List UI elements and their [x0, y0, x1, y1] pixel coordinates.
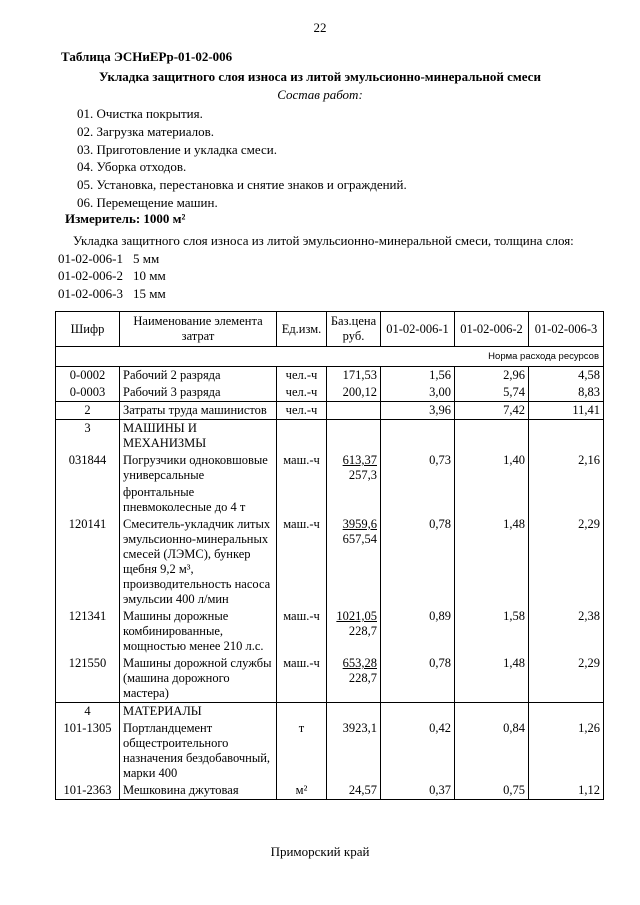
cell-unit: м²: [277, 782, 327, 800]
cell-v3: 2,29: [529, 655, 604, 703]
price-sub-value: 228,7: [348, 671, 377, 685]
price-sub-value: 257,3: [348, 468, 377, 482]
cell-unit: чел.-ч: [277, 384, 327, 402]
cell-name: фронтальные пневмоколесные до 4 т: [120, 484, 277, 516]
table-row: [56, 402, 604, 420]
footer-region: Приморский край: [270, 844, 370, 859]
cell-v3: 2,29: [529, 516, 604, 608]
price-value: 3959,6: [342, 517, 377, 531]
cell-code: 0-0003: [56, 384, 120, 402]
cell-unit: маш.-ч: [277, 608, 327, 655]
work-item: 01. Очистка покрытия.: [77, 106, 203, 121]
cell-v1: 0,37: [381, 782, 455, 800]
cell-v1: 0,42: [381, 720, 455, 782]
header-unit: Ед.изм.: [277, 312, 327, 347]
cell-unit: чел.-ч: [277, 367, 327, 385]
cell-code: 121341: [56, 608, 120, 655]
table-row: [56, 384, 604, 402]
cell-unit: т: [277, 720, 327, 782]
cell-price: 3923,1: [327, 720, 381, 782]
cell-price: [327, 516, 381, 608]
work-item: 02. Загрузка материалов.: [77, 124, 214, 139]
cell-v3: 8,83: [529, 384, 604, 402]
cell-code: [56, 484, 120, 516]
cell-v2: 0,75: [455, 782, 529, 800]
work-item: 06. Перемещение машин.: [77, 195, 218, 210]
variant-code: 01-02-006-1: [58, 251, 123, 266]
section-title: МАШИНЫ И МЕХАНИЗМЫ: [120, 420, 277, 453]
price-value: 613,37: [342, 453, 377, 467]
cell-code: 031844: [56, 452, 120, 484]
section-row: [56, 703, 604, 721]
cell-unit: чел.-ч: [277, 402, 327, 420]
unit-label: Измеритель: 1000 м²: [65, 211, 186, 226]
cell-v2: 1,40: [455, 452, 529, 484]
cell-name: Машины дорожной службы (машина дорожного мастера): [120, 655, 277, 703]
table-row: [56, 655, 604, 703]
cell-v2: 2,96: [455, 367, 529, 385]
cell-code: 120141: [56, 516, 120, 608]
work-heading: Состав работ:: [277, 87, 363, 102]
cell-v3: 2,38: [529, 608, 604, 655]
cell-v2: 1,48: [455, 516, 529, 608]
header-col2: 01-02-006-2: [455, 312, 529, 347]
work-item: 03. Приготовление и укладка смеси.: [77, 142, 277, 157]
variant-code: 01-02-006-3: [58, 286, 123, 301]
cell-v2: 1,48: [455, 655, 529, 703]
variant-code: 01-02-006-2: [58, 268, 123, 283]
page-number: 22: [313, 20, 327, 35]
cell-name: Машины дорожные комбинированные, мощностью менее 210 л.с.: [120, 608, 277, 655]
header-code: Шифр: [56, 312, 120, 347]
cell-v1: 3,96: [381, 402, 455, 420]
cell-price: [327, 608, 381, 655]
table-code: Таблица ЭСНиЕРр-01-02-006: [61, 49, 233, 64]
cell-code: 101-1305: [56, 720, 120, 782]
header-name: Наименование элемента затрат: [120, 312, 277, 347]
cell-name: Затраты труда машинистов: [120, 402, 277, 420]
price-value: 653,28: [342, 656, 377, 670]
table-row: [56, 367, 604, 385]
cell-v1: 0,73: [381, 452, 455, 484]
table-row: [56, 720, 604, 782]
cell-v3: 11,41: [529, 402, 604, 420]
cell-v1: 1,56: [381, 367, 455, 385]
table-title: Укладка защитного слоя износа из литой эмульсионно-минеральной смеси: [99, 69, 541, 84]
cell-name: Рабочий 2 разряда: [120, 367, 277, 385]
table-row: [56, 608, 604, 655]
table-row: [56, 484, 604, 516]
work-item: 05. Установка, перестановка и снятие знаков и ограждений.: [77, 177, 407, 192]
resource-table: [55, 311, 604, 800]
table-row: [56, 782, 604, 800]
cell-v1: 0,78: [381, 516, 455, 608]
cell-v1: 3,00: [381, 384, 455, 402]
header-price: Баз.цена руб.: [327, 312, 381, 347]
header-col1: 01-02-006-1: [381, 312, 455, 347]
cell-code: 2: [56, 402, 120, 420]
cell-code: 101-2363: [56, 782, 120, 800]
table-header-row: [56, 312, 604, 347]
work-item: 04. Уборка отходов.: [77, 159, 187, 174]
cell-price: [327, 402, 381, 420]
cell-code: 121550: [56, 655, 120, 703]
cell-name: Смеситель-укладчик литых эмульсионно-минеральных смесей (ЛЭМС), бункер щебня 9,2 м³, производительность насоса эмульсии 400 л/мин: [120, 516, 277, 608]
cell-price: [327, 452, 381, 484]
variant-line: [58, 286, 166, 302]
cell-v3: 4,58: [529, 367, 604, 385]
cell-unit: маш.-ч: [277, 516, 327, 608]
cell-code: 0-0002: [56, 367, 120, 385]
cell-price: [327, 655, 381, 703]
cell-v2: 5,74: [455, 384, 529, 402]
price-sub-value: 657,54: [342, 532, 377, 546]
section-title: МАТЕРИАЛЫ: [120, 703, 277, 721]
cell-name: Погрузчики одноковшовые универсальные: [120, 452, 277, 484]
norm-label: Норма расхода ресурсов: [56, 347, 604, 367]
cell-name: Рабочий 3 разряда: [120, 384, 277, 402]
variant-value: 10 мм: [133, 268, 166, 283]
variant-value: 5 мм: [133, 251, 160, 266]
variant-value: 15 мм: [133, 286, 166, 301]
cell-v2: 1,58: [455, 608, 529, 655]
section-row: [56, 420, 604, 453]
cell-name: Мешковина джутовая: [120, 782, 277, 800]
cell-unit: маш.-ч: [277, 655, 327, 703]
cell-name: Портландцемент общестроительного назначения бездобавочный, марки 400: [120, 720, 277, 782]
variant-line: [58, 251, 159, 267]
cell-price: 200,12: [327, 384, 381, 402]
table-row: [56, 516, 604, 608]
cell-price: 24,57: [327, 782, 381, 800]
description: Укладка защитного слоя износа из литой эмульсионно-минеральной смеси, толщина слоя:: [73, 233, 574, 248]
cell-v3: 1,12: [529, 782, 604, 800]
header-col3: 01-02-006-3: [529, 312, 604, 347]
table-row: [56, 452, 604, 484]
cell-v3: 1,26: [529, 720, 604, 782]
cell-v1: 0,89: [381, 608, 455, 655]
cell-v2: 7,42: [455, 402, 529, 420]
cell-v1: 0,78: [381, 655, 455, 703]
variant-line: [58, 268, 166, 284]
norm-row: [56, 347, 604, 367]
price-value: 1021,05: [336, 609, 377, 623]
cell-v2: 0,84: [455, 720, 529, 782]
section-number: 4: [56, 703, 120, 721]
cell-v3: 2,16: [529, 452, 604, 484]
section-number: 3: [56, 420, 120, 453]
price-sub-value: 228,7: [348, 624, 377, 638]
cell-unit: маш.-ч: [277, 452, 327, 484]
cell-price: 171,53: [327, 367, 381, 385]
